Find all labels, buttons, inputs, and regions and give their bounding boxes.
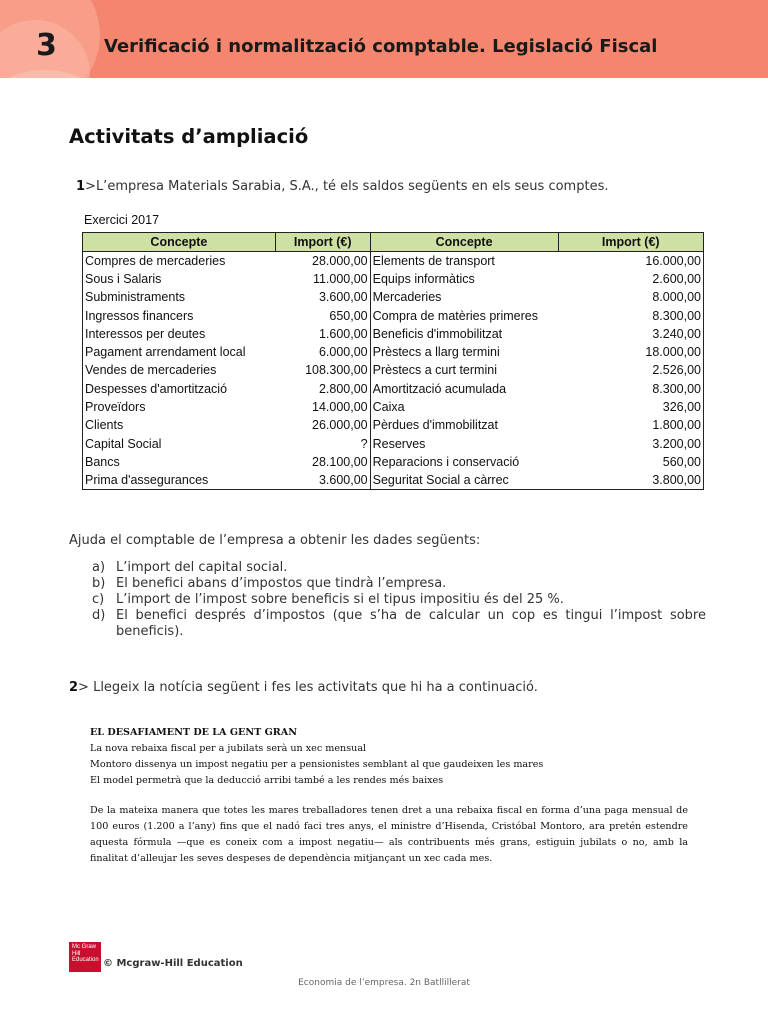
column-header: Import (€) <box>558 233 704 252</box>
section-title: Activitats d’ampliació <box>69 125 309 148</box>
news-title: EL DESAFIAMENT DE LA GENT GRAN <box>90 727 297 738</box>
amount-cell: 3.600,00 <box>275 471 370 489</box>
concept-cell: Compra de matèries primeres <box>370 306 558 324</box>
table-row <box>83 361 704 379</box>
news-subtitle: La nova rebaixa fiscal per a jubilats serà un xec mensual <box>90 743 367 754</box>
balances-table <box>82 232 704 490</box>
table-caption: Exercici 2017 <box>84 213 160 227</box>
news-article <box>90 725 688 867</box>
amount-cell: 6.000,00 <box>275 343 370 361</box>
table-row <box>83 252 704 270</box>
table-row <box>83 398 704 416</box>
amount-cell: 8.300,00 <box>558 380 704 398</box>
concept-cell: Prèstecs a curt termini <box>370 361 558 379</box>
amount-cell: 28.000,00 <box>275 252 370 270</box>
list-text: L’import de l’impost sobre beneficis si el tipus impositiu és del 25 %. <box>116 592 564 607</box>
column-header: Concepte <box>83 233 276 252</box>
amount-cell: 3.600,00 <box>275 288 370 306</box>
question-number: 2 <box>69 680 79 695</box>
list-letter: d) <box>92 608 106 623</box>
amount-cell: 3.200,00 <box>558 434 704 452</box>
concept-cell: Pagament arrendament local <box>83 343 276 361</box>
list-letter: a) <box>92 560 106 575</box>
table-row <box>83 434 704 452</box>
table-row <box>83 325 704 343</box>
list-letter: b) <box>92 576 106 591</box>
amount-cell: 2.800,00 <box>275 380 370 398</box>
list-item <box>92 592 706 608</box>
concept-cell: Sous i Salaris <box>83 270 276 288</box>
concept-cell: Equips informàtics <box>370 270 558 288</box>
concept-cell: Clients <box>83 416 276 434</box>
amount-cell: 14.000,00 <box>275 398 370 416</box>
concept-cell: Beneficis d'immobilitzat <box>370 325 558 343</box>
table-row <box>83 471 704 489</box>
question-2 <box>69 680 538 695</box>
concept-cell: Despesses d'amortització <box>83 380 276 398</box>
page-footer: Economia de l’empresa. 2n Batllillerat <box>298 978 470 988</box>
table-row <box>83 453 704 471</box>
list-item <box>92 576 706 592</box>
column-header: Concepte <box>370 233 558 252</box>
amount-cell: 2.526,00 <box>558 361 704 379</box>
header-band <box>0 0 768 78</box>
concept-cell: Reparacions i conservació <box>370 453 558 471</box>
question-number: 1 <box>76 179 86 194</box>
news-subtitle: Montoro dissenya un impost negatiu per a pensionistes semblant al que gaudeixen les mares <box>90 759 544 770</box>
concept-cell: Mercaderies <box>370 288 558 306</box>
concept-cell: Proveïdors <box>83 398 276 416</box>
table-body <box>83 252 704 490</box>
amount-cell: 18.000,00 <box>558 343 704 361</box>
concept-cell: Pèrdues d'immobilitzat <box>370 416 558 434</box>
amount-cell: 8.000,00 <box>558 288 704 306</box>
concept-cell: Caixa <box>370 398 558 416</box>
concept-cell: Interessos per deutes <box>83 325 276 343</box>
concept-cell: Reserves <box>370 434 558 452</box>
concept-cell: Ingressos financers <box>83 306 276 324</box>
amount-cell: 1.800,00 <box>558 416 704 434</box>
amount-cell: ? <box>275 434 370 452</box>
instructions-text: Ajuda el comptable de l’empresa a obtenir les dades següents: <box>69 533 481 548</box>
concept-cell: Bancs <box>83 453 276 471</box>
amount-cell: 108.300,00 <box>275 361 370 379</box>
question-1 <box>76 179 608 194</box>
concept-cell: Subministraments <box>83 288 276 306</box>
question-text: > Llegeix la notícia següent i fes les activitats que hi ha a continuació. <box>78 680 538 695</box>
list-text: El benefici després d’impostos (que s’ha de calcular un cop es tingui l’impost sobre beneficis). <box>116 608 706 639</box>
table-row <box>83 343 704 361</box>
task-list <box>92 560 706 640</box>
list-letter: c) <box>92 592 105 607</box>
amount-cell: 26.000,00 <box>275 416 370 434</box>
concept-cell: Prima d'assegurances <box>83 471 276 489</box>
concept-cell: Seguritat Social a càrrec <box>370 471 558 489</box>
list-item <box>92 608 706 640</box>
copyright-text: © Mcgraw-Hill Education <box>103 958 243 969</box>
news-body: De la mateixa manera que totes les mares treballadores tenen dret a una rebaixa fiscal en forma d’una paga mensual de 100 euros (1.200 a l’any) fins que el nadó faci tres anys, el ministre d’Hisenda, Cristóbal Montoro, ara pretén estendre aquesta fórmula —que es coneix com a impost negatiu— als contribuents més grans, estiguin jubilats o no, amb la finalitat d’alleujar les seves despeses de dependència mitjançant un xec cada mes. <box>90 805 688 864</box>
table-row <box>83 380 704 398</box>
concept-cell: Amortització acumulada <box>370 380 558 398</box>
amount-cell: 3.240,00 <box>558 325 704 343</box>
news-subtitle: El model permetrà que la deducció arribi també a les rendes més baixes <box>90 775 444 786</box>
amount-cell: 3.800,00 <box>558 471 704 489</box>
list-text: El benefici abans d’impostos que tindrà l’empresa. <box>116 576 447 591</box>
chapter-number: 3 <box>36 28 57 63</box>
table-row <box>83 416 704 434</box>
concept-cell: Prèstecs a llarg termini <box>370 343 558 361</box>
amount-cell: 560,00 <box>558 453 704 471</box>
amount-cell: 1.600,00 <box>275 325 370 343</box>
amount-cell: 2.600,00 <box>558 270 704 288</box>
column-header: Import (€) <box>275 233 370 252</box>
table-row <box>83 306 704 324</box>
amount-cell: 28.100,00 <box>275 453 370 471</box>
concept-cell: Elements de transport <box>370 252 558 270</box>
table-row <box>83 270 704 288</box>
concept-cell: Compres de mercaderies <box>83 252 276 270</box>
amount-cell: 326,00 <box>558 398 704 416</box>
question-text: >L’empresa Materials Sarabia, S.A., té els saldos següents en els seus comptes. <box>85 179 609 194</box>
amount-cell: 8.300,00 <box>558 306 704 324</box>
publisher-logo: Mc Graw Hill Education <box>69 942 101 972</box>
amount-cell: 650,00 <box>275 306 370 324</box>
concept-cell: Vendes de mercaderies <box>83 361 276 379</box>
chapter-title: Verificació i normalització comptable. Legislació Fiscal <box>104 36 658 57</box>
amount-cell: 11.000,00 <box>275 270 370 288</box>
amount-cell: 16.000,00 <box>558 252 704 270</box>
table-row <box>83 288 704 306</box>
table-header-row <box>83 233 704 252</box>
concept-cell: Capital Social <box>83 434 276 452</box>
list-item <box>92 560 706 576</box>
list-text: L’import del capital social. <box>116 560 288 575</box>
